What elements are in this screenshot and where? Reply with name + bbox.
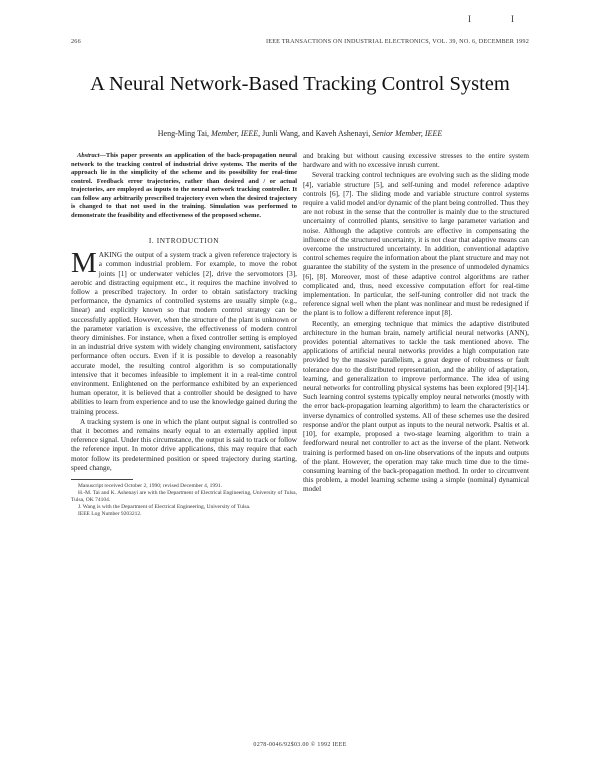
- footnote-received: Manuscript received October 2, 1990; revised December 4, 1991.: [78, 483, 223, 490]
- section-heading-introduction: I. INTRODUCTION: [148, 236, 220, 245]
- intro-paragraph-2: A tracking system is one in which the plant output signal is controlled so that it becomes and remains nearly equal to an externally applied input reference signal. Under this circumstance, the output is said to track or follow the reference input. In motor drive applications, this may require that each motor follow its predetermined position or speed trajectory during starting, speed change,: [71, 417, 297, 472]
- author-1-role: Member, IEEE,: [211, 129, 261, 138]
- right-paragraph-continued: and braking but without causing excessive stresses to the entire system hardware and with no excessive inrush current.: [303, 152, 529, 170]
- footnote-log-number: IEEE Log Number 9203212.: [78, 511, 142, 518]
- copyright-footer: 0278-0046/92$03.00 © 1992 IEEE: [253, 742, 347, 748]
- paper-title: A Neural Network-Based Tracking Control System: [90, 73, 510, 95]
- left-column: [71, 152, 297, 518]
- drop-cap: M: [71, 247, 97, 280]
- intro-paragraph-1: [71, 247, 297, 417]
- author-1: Heng-Ming Tai,: [157, 129, 210, 138]
- page-number: 266: [71, 38, 81, 45]
- abstract: [71, 152, 297, 220]
- author-3-role: Senior Member, IEEE: [372, 129, 443, 138]
- running-head: [71, 38, 529, 50]
- abstract-text: —This paper presents an application of the back-propagation neural network to the tracking control of industrial drive systems. The merits of the approach lie in the simplicity of the scheme and its possibility for real-time control. Feedback error trajectories, rather than desired and / or actual trajectories, are employed as inputs to the neural network tracking controller. It can follow any arbitrarily prescribed trajectory even when the desired trajectory is changed to that not used in the training. Simulation was performed to demonstrate the feasibility and effectiveness of the proposed scheme.: [71, 152, 297, 219]
- author-2-3: Junli Wang, and Kaveh Ashenayi,: [262, 129, 371, 138]
- intro-paragraph-1-text: AKING the output of a system track a given reference trajectory is a common industrial problem. For example, to move the robot joints [1] or underwater vehicles [2], drive the servomotors [3], aerobic and distracting equipment etc., it requires the machine involved to follow a prescribed trajectory. In order to obtain satisfactory tracking performance, the dynamics of controlled systems are usually simple (e.g., linear) and explicitly known so that modern control strategy can be successfully applied. However, when the structure of the plant is unknown or the parameter variation is excessive, the effectiveness of modern control theory diminishes. For instance, when a fixed controller setting is employed in an industrial drive system with widely changing environment, satisfactory performance often occurs. Even if it is possible to develop a reasonably accurate model, the resulting control algorithm is so computationally intensive that it becomes infeasible to implement it in a real-time control environment. Enlightened on the performance exhibited by an experienced human operator, it is believed that a controller should be designed to have abilities to learn from experience and to use the knowledge gained during the training process.: [71, 251, 297, 416]
- corner-mark-right: I: [511, 14, 514, 24]
- corner-mark-left: I: [468, 14, 471, 24]
- abstract-label: Abstract: [77, 152, 100, 159]
- footnote-affiliation-1: H.-M. Tai and K. Ashenayi are with the Department of Electrical Engineering, University of Tulsa, Tulsa, OK 74104.: [71, 490, 297, 504]
- journal-title: IEEE TRANSACTIONS ON INDUSTRIAL ELECTRONICS, VOL. 39, NO. 6, DECEMBER 1992: [265, 38, 529, 45]
- right-paragraph-2: Recently, an emerging technique that mimics the adaptive distributed architecture in the human brain, namely artificial neural networks (ANN), provides potential alternatives to tackle the task mentioned above. The applications of artificial neural networks provides a high computation rate provided by the massive parallelism, a great degree of robustness or fault tolerance due to the distributed representation, and the ability of adaptation, learning, and generalization to improve performance. The idea of using neural networks for controlling physical systems has been explored [9]-[14]. Such learning control systems typically employ neural networks (mostly with the error back-propagation learning algorithm) to learn the characteristics or inverse dynamics of controlled systems. All of these schemes use the desired response and/or the plant output as inputs to the neural network. Psaltis et al. [10], for example, proposed a two-stage learning algorithm to train a feedforward neural net controller to act as the inverse of the plant. Network training is performed based on on-line observations of the inputs and outputs of the plant. However, the operation may take much time due to the time-consuming learning of the back-propagation method. In order to circumvent this problem, a model learning scheme using a simple (nominal) dynamical model: [303, 319, 529, 494]
- right-paragraph-1: Several tracking control techniques are evolving such as the sliding mode [4], variable structure [5], and self-tuning and model reference adaptive controls [6], [7]. The sliding mode and variable structure control systems require a valid model and/or dynamic of the plant being controlled. Thus they are not robust in the sense that the controller is mainly due to the structured uncertainty of controlled plants, sensitive to large parameter variation and noise. Although the adaptive controls are effective in compensating the influence of the structured uncertainty, it is not clear that adaptive means can overcome the unstructured uncertainty. In addition, conventional adaptive control schemes require the information about the plant structure and may not guarantee the stability of the system in the presence of unmodeled dynamics [6], [8]. Moreover, most of these adaptive control algorithms are rather complicated and, thus, need excessive computation effort for real-time implementation. In particular, the self-tuning controller did not track the reference signal well when the plant was nonlinear and must be redesigned if the plant is to follow a different reference input [8].: [303, 171, 529, 318]
- footnote-affiliation-2: J. Wang is with the Department of Electrical Engineering, University of Tulsa.: [78, 504, 251, 511]
- footnote-rule: [71, 479, 133, 480]
- author-line: [60, 129, 540, 138]
- footnotes: [71, 483, 297, 518]
- right-column: [303, 152, 529, 496]
